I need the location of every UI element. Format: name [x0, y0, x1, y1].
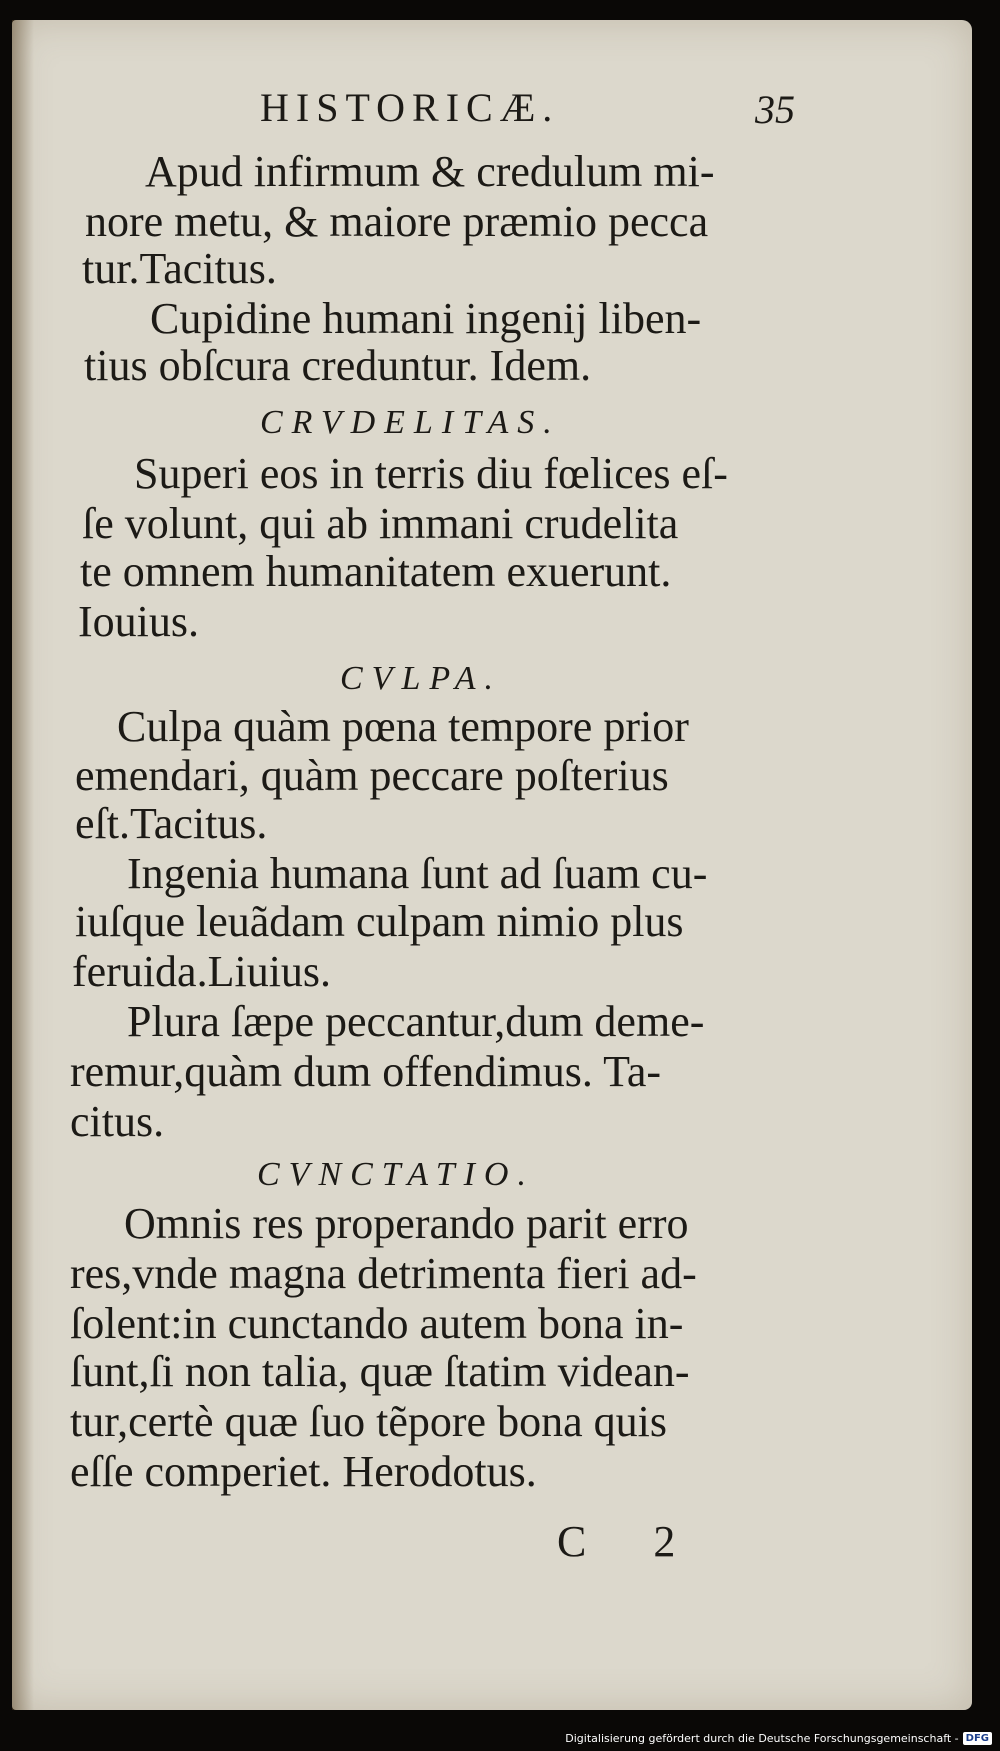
text-line: citus. [70, 1097, 165, 1146]
text-line: Superi eos in terris diu fœlices eſ- [134, 449, 728, 498]
section-heading: CRVDELITAS. [260, 404, 561, 441]
text-line: nore metu, & maiore præmio pecca [85, 197, 709, 246]
digitization-credit [565, 1732, 992, 1745]
text-line: ſolent:in cunctando autem bona in- [70, 1299, 684, 1348]
section-heading: CVNCTATIO. [257, 1156, 535, 1193]
page-number: 35 [755, 87, 795, 132]
text-line: Apud infirmum & credulum mi- [145, 147, 715, 196]
text-line: feruida.Liuius. [72, 947, 332, 996]
text-line: res,vnde magna detrimenta fieri ad- [70, 1249, 697, 1298]
dfg-logo: DFG [963, 1732, 992, 1745]
running-head: HISTORICÆ. [260, 85, 560, 130]
book-page [12, 20, 972, 1710]
text-line: Omnis res properando parit erro [124, 1199, 689, 1248]
text-line: Culpa quàm pœna tempore prior [117, 702, 689, 751]
text-line: iuſque leuãdam culpam nimio plus [75, 897, 684, 946]
text-line: eſt.Tacitus. [75, 799, 268, 848]
text-line: tur,certè quæ ſuo tẽpore bona quis [70, 1397, 667, 1446]
text-line: tius obſcura creduntur. Idem. [84, 341, 592, 390]
text-line: Cupidine humani ingenij liben- [150, 294, 702, 343]
text-line: Ingenia humana ſunt ad ſuam cu- [127, 849, 708, 898]
text-line: tur.Tacitus. [82, 244, 277, 293]
text-line: emendari, quàm peccare poſterius [75, 751, 669, 800]
text-line: te omnem humanitatem exuerunt. [80, 547, 672, 596]
text-line: remur,quàm dum offendimus. Ta- [70, 1047, 662, 1096]
signature-mark: C 2 [557, 1517, 704, 1566]
text-line: ſunt,ſi non talia, quæ ſtatim videan- [70, 1347, 690, 1396]
text-line: ſe volunt, qui ab immani crudelita [82, 499, 679, 548]
page-gutter-shadow [12, 20, 34, 1710]
text-line: Iouius. [78, 597, 199, 646]
section-heading: CVLPA. [340, 660, 503, 697]
text-line: eſſe comperiet. Herodotus. [70, 1447, 537, 1496]
credit-text: Digitalisierung gefördert durch die Deutsche Forschungsgemeinschaft - [565, 1732, 959, 1745]
text-line: Plura ſæpe peccantur,dum deme- [127, 997, 705, 1046]
